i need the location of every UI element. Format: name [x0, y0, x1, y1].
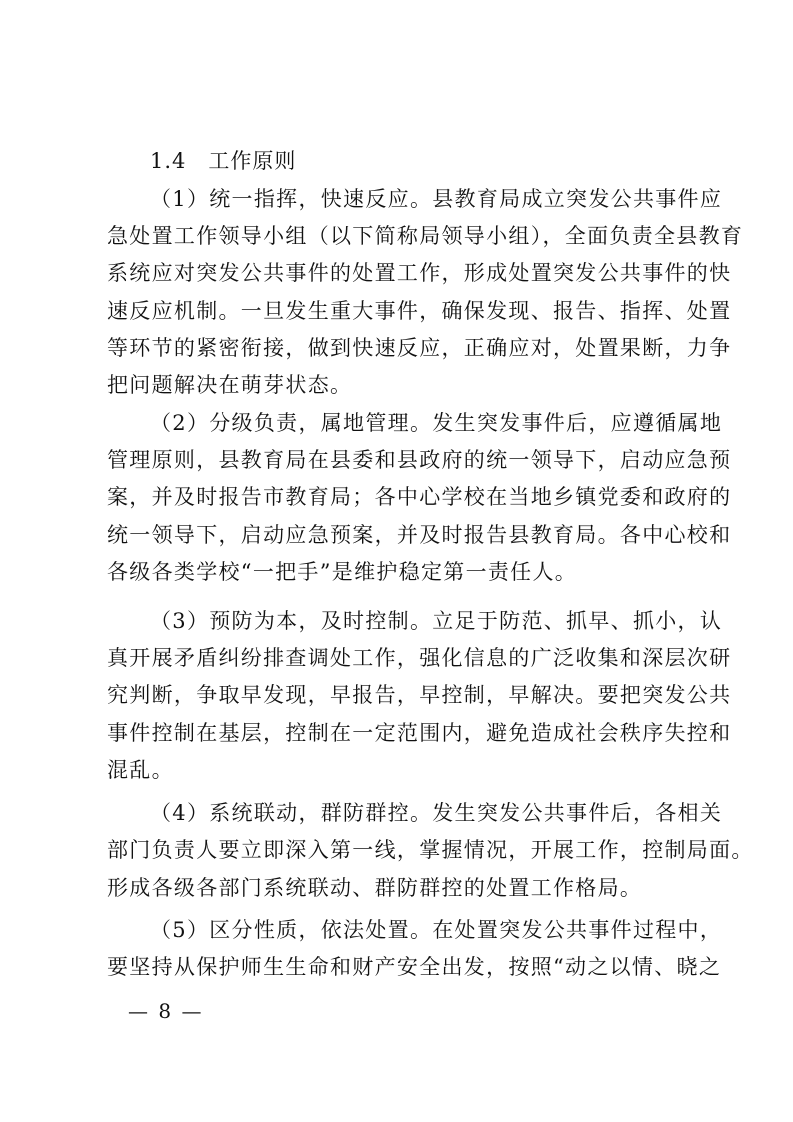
paragraph-line: 速反应机制。一旦发生重大事件，确保发现、报告、指挥、处置	[107, 299, 732, 323]
paragraph-line: （4）系统联动，群防群控。发生突发公共事件后，各相关	[150, 801, 723, 825]
paragraph-line: 案，并及时报告市教育局；各中心学校在当地乡镇党委和政府的	[107, 485, 732, 509]
paragraph-line: （3）预防为本，及时控制。立足于防范、抓早、抓小，认	[150, 609, 723, 633]
paragraph-line: （2）分级负责，属地管理。发生突发事件后，应遵循属地	[150, 411, 723, 435]
paragraph-line: 统一领导下，启动应急预案，并及时报告县教育局。各中心校和	[107, 523, 732, 547]
page-number: — 8 —	[128, 999, 204, 1023]
section-heading: 1.4 工作原则	[150, 149, 297, 173]
paragraph-line: 等环节的紧密衔接，做到快速反应，正确应对，处置果断，力争	[107, 336, 732, 360]
paragraph-line: 把问题解决在萌芽状态。	[107, 373, 353, 397]
paragraph-line: 究判断，争取早发现，早报告，早控制，早解决。要把突发公共	[107, 683, 732, 707]
paragraph-line: 真开展矛盾纠纷排查调处工作，强化信息的广泛收集和深层次研	[107, 646, 732, 670]
paragraph-line: （5）区分性质，依法处置。在处置突发公共事件过程中，	[150, 918, 723, 942]
paragraph-line: 系统应对突发公共事件的处置工作，形成处置突发公共事件的快	[107, 261, 732, 285]
paragraph-line: 要坚持从保护师生生命和财产安全出发，按照“动之以情、晓之	[107, 955, 722, 979]
paragraph-line: 混乱。	[107, 758, 174, 782]
paragraph-line: 急处置工作领导小组（以下简称局领导小组），全面负责全县教育	[107, 224, 744, 248]
paragraph-line: 管理原则，县教育局在县委和县政府的统一领导下，启动应急预	[107, 448, 732, 472]
paragraph-line: （1）统一指挥，快速反应。县教育局成立突发公共事件应	[150, 187, 723, 211]
paragraph-line: 各级各类学校“一把手”是维护稳定第一责任人。	[107, 560, 578, 584]
paragraph-line: 部门负责人要立即深入第一线，掌握情况，开展工作，控制局面。	[107, 838, 754, 862]
paragraph-line: 形成各级各部门系统联动、群防群控的处置工作格局。	[107, 876, 643, 900]
paragraph-line: 事件控制在基层，控制在一定范围内，避免造成社会秩序失控和	[107, 721, 732, 745]
